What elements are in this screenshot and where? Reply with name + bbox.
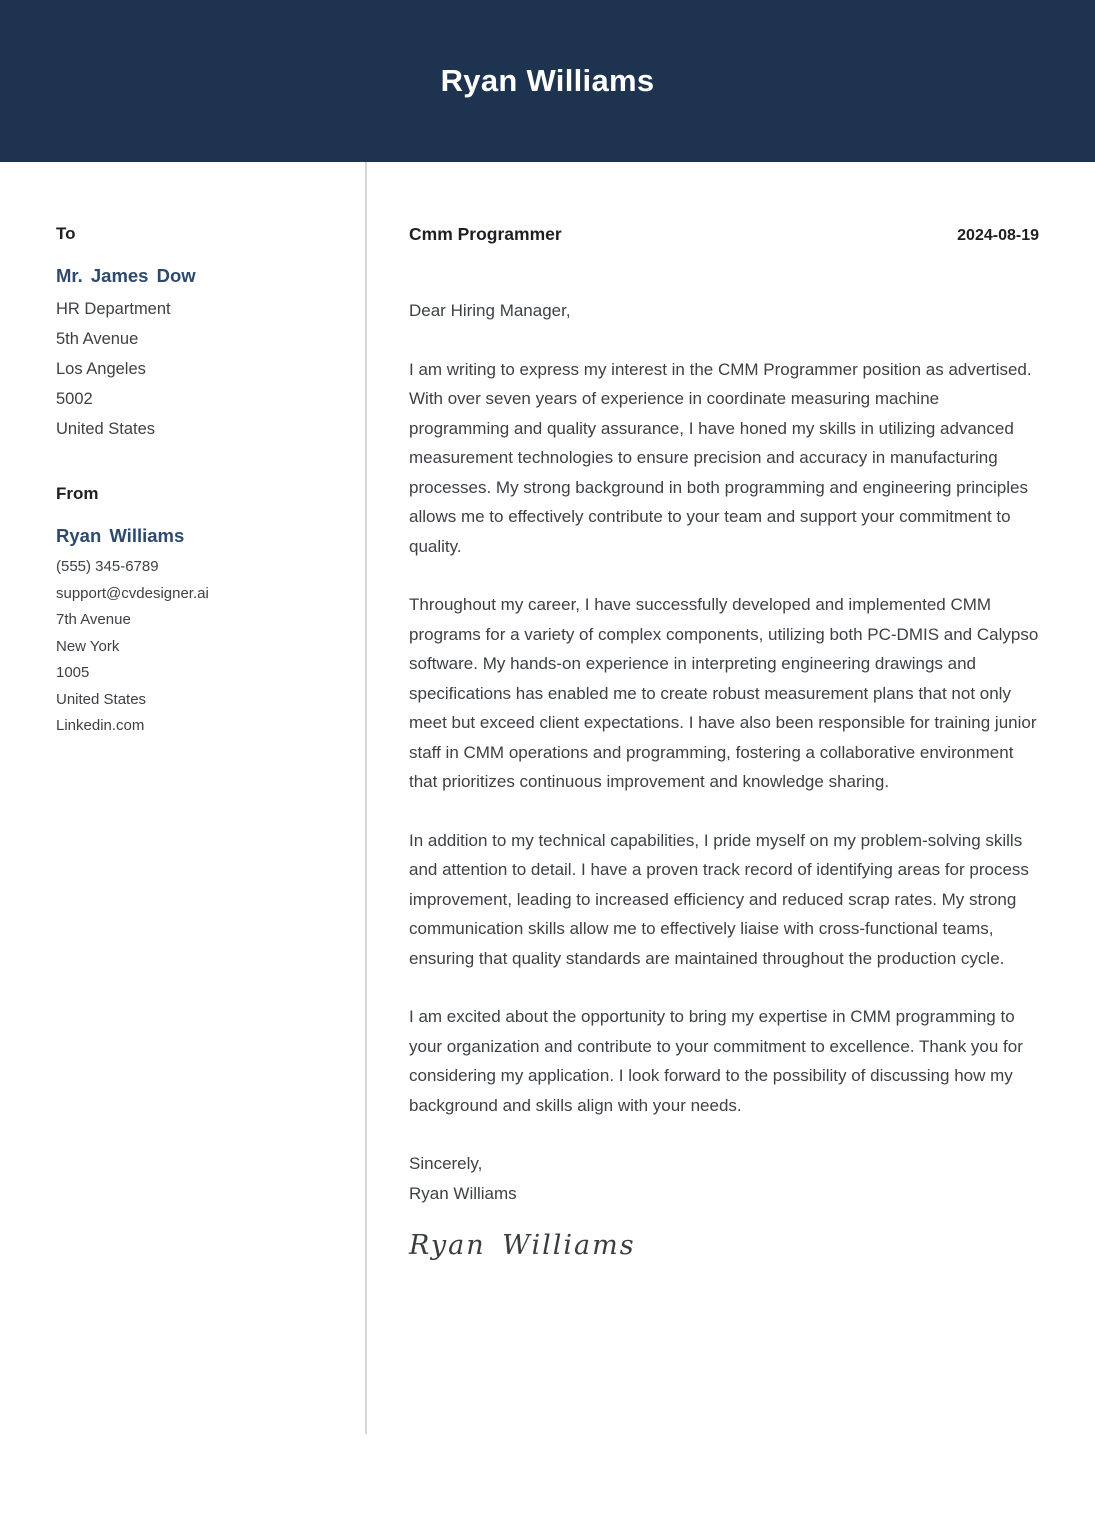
closing-name: Ryan Williams	[409, 1184, 517, 1203]
sender-country: United States	[56, 690, 147, 708]
closing-word: Sincerely,	[409, 1154, 483, 1173]
letter-page	[0, 162, 1095, 1434]
recipient-department: HR Department	[56, 300, 171, 318]
paragraph-skills: In addition to my technical capabilities, I pride myself on my problem-solving skills and attention to detail. I have a proven track record of identifying areas for process improvement, leading to increased efficiency and reduced scrap rates. My strong communication skills allow me to effectively liaise with cross-functional teams, ensuring that quality standards are maintained throughout the production cycle.	[409, 830, 1029, 968]
header-band	[0, 0, 1095, 162]
contact-sidebar	[0, 162, 367, 1434]
to-heading: To	[56, 224, 76, 243]
from-section	[56, 484, 337, 740]
recipient-city: Los Angeles	[56, 360, 146, 378]
sender-linkedin: Linkedin.com	[56, 717, 145, 734]
candidate-name-title: Ryan Williams	[440, 63, 655, 98]
letter-date: 2024-08-19	[957, 227, 1039, 244]
paragraph-experience: Throughout my career, I have successfully developed and implemented CMM programs for a variety of complex components, utilizing both PC-DMIS and Calypso software. My hands-on experience in interpreting engineering drawings and specifications has enabled me to create robust measurement plans that not only meet but exceed client expectations. I have also been responsible for training junior staff in CMM operations and programming, fostering a collaborative environment that prioritizes continuous improvement and knowledge sharing.	[409, 595, 1039, 791]
recipient-zip: 5002	[56, 390, 93, 408]
sender-email: support@cvdesigner.ai	[56, 584, 209, 602]
handwritten-signature: Ryan Williams	[409, 1230, 636, 1261]
letter-body	[367, 162, 1095, 1434]
recipient-street: 5th Avenue	[56, 330, 139, 348]
recipient-name: Mr. James Dow	[56, 265, 196, 286]
sender-name: Ryan Williams	[56, 525, 185, 546]
paragraph-closing: I am excited about the opportunity to bring my expertise in CMM programming to your organization and contribute to your commitment to excellence. Thank you for considering my application. I look forward to the possibility of discussing how my background and skills align with your needs.	[409, 1007, 1023, 1115]
job-title: Cmm Programmer	[409, 224, 562, 244]
closing-block	[409, 1149, 1039, 1261]
sender-contact-details	[56, 554, 337, 740]
paragraph-intro: I am writing to express my interest in the CMM Programmer position as advertised. With over seven years of experience in coordinate measuring machine programming and quality assurance, I have honed my skills in utilizing advanced measurement technologies to ensure precision and accuracy in manufacturing processes. My strong background in both programming and engineering principles allows me to effectively contribute to your team and support your commitment to quality.	[409, 359, 1032, 556]
recipient-country: United States	[56, 420, 156, 438]
sender-street: 7th Avenue	[56, 611, 131, 628]
letter-title-row	[409, 224, 1039, 245]
recipient-address	[56, 294, 337, 444]
sender-zip: 1005	[56, 664, 90, 681]
from-heading: From	[56, 484, 99, 503]
sender-city: New York	[56, 637, 120, 655]
sender-phone: (555) 345-6789	[56, 558, 159, 575]
to-section	[56, 224, 337, 444]
salutation: Dear Hiring Manager,	[409, 301, 571, 320]
